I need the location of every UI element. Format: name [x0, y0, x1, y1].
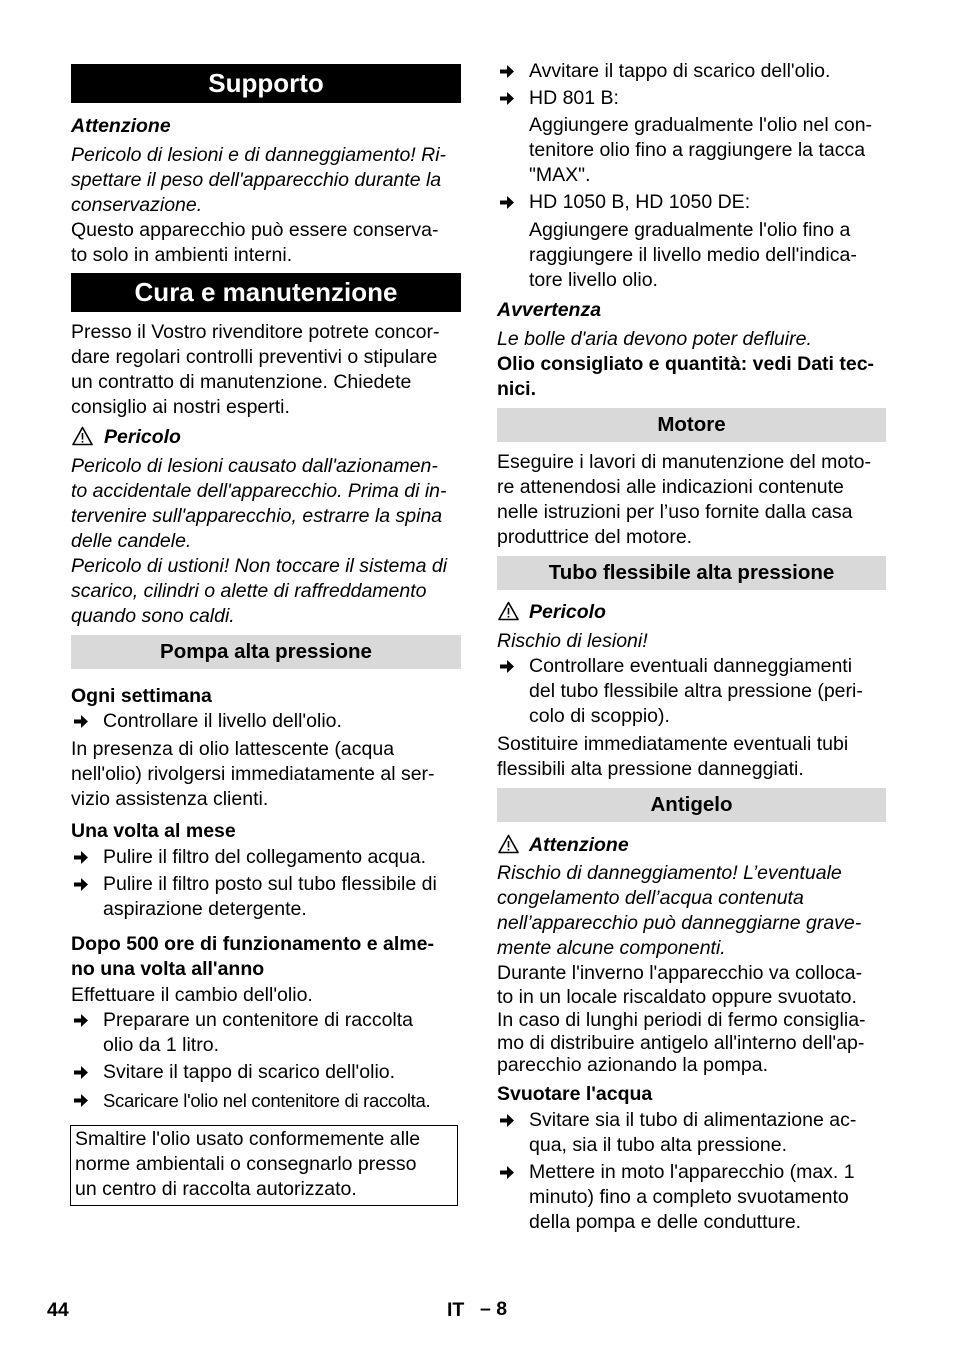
oil-note-line: Olio consigliato e quantità: vedi Dati tec- — [497, 353, 875, 375]
attention-text-line: spettare il peso dell'apparecchio durante la — [71, 169, 442, 191]
body-line: Sostituire immediatamente eventuali tubi — [497, 733, 849, 755]
danger-text-line: Pericolo di lesioni causato dall'azionamen- — [71, 455, 438, 477]
danger-label: Pericolo — [104, 426, 181, 448]
footer-language: IT — [447, 1299, 465, 1321]
arrow-right-icon — [497, 1108, 517, 1133]
body-line: un contratto di manutenzione. Chiedete — [71, 371, 412, 393]
body-line: to solo in ambienti interni. — [71, 244, 293, 266]
page-number: 44 — [47, 1299, 69, 1321]
body-line: to in un locale riscaldato oppure svuotato. — [497, 986, 857, 1008]
attention-text-line: conservazione. — [71, 194, 203, 216]
subheading-drain: Svuotare l'acqua — [497, 1083, 653, 1105]
subheading-yearly: no una volta all'anno — [71, 958, 265, 980]
arrow-right-icon — [497, 59, 517, 84]
body-line: consiglio ai nostri esperti. — [71, 396, 290, 418]
attention-label: Attenzione — [71, 115, 171, 137]
step-detail-line: Aggiungere gradualmente l'olio fino a — [529, 219, 851, 241]
warning-icon — [498, 601, 519, 621]
step-text: Avvitare il tappo di scarico dell'olio. — [529, 60, 831, 82]
step-text: Svitare sia il tubo di alimentazione ac- — [529, 1109, 857, 1131]
danger-text-line: delle candele. — [71, 530, 192, 552]
heading-pompa-alta-pressione: Pompa alta pressione — [71, 635, 461, 669]
step-text: Controllare il livello dell'olio. — [103, 710, 342, 732]
note-box-line: Smaltire l'olio usato conformemente alle — [75, 1128, 421, 1150]
body-line: In presenza di olio lattescente (acqua — [71, 738, 395, 760]
warning-icon — [498, 834, 519, 854]
step-text: aspirazione detergente. — [103, 898, 307, 920]
body-line: Durante l'inverno l'apparecchio va colloca- — [497, 962, 863, 984]
danger-text-line: tervenire sull'apparecchio, estrarre la spina — [71, 505, 443, 527]
body-line: In caso di lunghi periodi di fermo consiglia- — [497, 1009, 866, 1031]
arrow-right-icon — [71, 872, 91, 897]
note-label: Avvertenza — [497, 299, 602, 321]
attention-text-line: Rischio di danneggiamento! L’eventuale — [497, 862, 842, 884]
step-detail-line: tenitore olio fino a raggiungere la tacca — [529, 139, 866, 161]
heading-supporto: Supporto — [71, 64, 461, 103]
arrow-right-icon — [497, 190, 517, 215]
step-detail-line: tore livello olio. — [529, 269, 658, 291]
subheading-yearly: Dopo 500 ore di funzionamento e alme- — [71, 933, 434, 955]
step-text: Preparare un contenitore di raccolta — [103, 1009, 414, 1031]
step-text: Controllare eventuali danneggiamenti — [529, 655, 853, 677]
step-text: HD 1050 B, HD 1050 DE: — [529, 191, 751, 213]
step-detail-line: Aggiungere gradualmente l'olio nel con- — [529, 114, 873, 136]
heading-tubo-flessibile: Tubo flessibile alta pressione — [497, 556, 886, 590]
danger-text-line: Pericolo di ustioni! Non toccare il sistema di — [71, 555, 448, 577]
subheading-monthly: Una volta al mese — [71, 820, 236, 842]
body-line: Effettuare il cambio dell'olio. — [71, 984, 313, 1006]
arrow-right-icon — [497, 86, 517, 111]
note-text: Le bolle d'aria devono poter defluire. — [497, 328, 812, 350]
body-line: produttrice del motore. — [497, 526, 693, 548]
arrow-right-icon — [71, 709, 91, 734]
heading-motore: Motore — [497, 408, 886, 442]
step-text: Svitare il tappo di scarico dell'olio. — [103, 1061, 396, 1083]
step-text: del tubo flessibile altra pressione (peri- — [529, 680, 863, 702]
step-text: Scaricare l'olio nel contenitore di raccolta. — [103, 1090, 431, 1111]
arrow-right-icon — [497, 654, 517, 679]
danger-text: Rischio di lesioni! — [497, 630, 648, 652]
arrow-right-icon — [71, 1060, 91, 1085]
arrow-right-icon — [497, 1160, 517, 1185]
danger-text-line: quando sono caldi. — [71, 605, 235, 627]
body-line: Questo apparecchio può essere conserva- — [71, 219, 439, 241]
body-line: vizio assistenza clienti. — [71, 788, 269, 810]
warning-icon — [72, 426, 93, 446]
heading-antigelo: Antigelo — [497, 788, 886, 822]
danger-text-line: to accidentale dell'apparecchio. Prima di in- — [71, 480, 447, 502]
subheading-weekly: Ogni settimana — [71, 685, 212, 707]
body-line: nell'olio) rivolgersi immediatamente al ser- — [71, 763, 435, 785]
arrow-right-icon — [71, 1088, 91, 1113]
arrow-right-icon — [71, 845, 91, 870]
step-text: Mettere in moto l'apparecchio (max. 1 — [529, 1161, 855, 1183]
note-box-line: un centro di raccolta autorizzato. — [75, 1178, 357, 1200]
footer-section: – 8 — [480, 1298, 508, 1320]
body-line: nelle istruzioni per l’uso fornite dalla casa — [497, 501, 853, 523]
body-line: dare regolari controlli preventivi o stipulare — [71, 346, 438, 368]
attention-text-line: Pericolo di lesioni e di danneggiamento! Ri- — [71, 144, 447, 166]
oil-note-line: nici. — [497, 378, 537, 400]
step-text: olio da 1 litro. — [103, 1034, 219, 1056]
body-line: Eseguire i lavori di manutenzione del moto- — [497, 451, 871, 473]
attention-text-line: nell’apparecchio può danneggiarne grave- — [497, 912, 862, 934]
step-text: colo di scoppio). — [529, 705, 670, 727]
heading-cura-manutenzione: Cura e manutenzione — [71, 273, 461, 312]
danger-label: Pericolo — [529, 601, 606, 623]
step-text: HD 801 B: — [529, 87, 619, 109]
step-text: Pulire il filtro posto sul tubo flessibile di — [103, 873, 437, 895]
arrow-right-icon — [71, 1008, 91, 1033]
step-detail-line: raggiungere il livello medio dell'indica- — [529, 244, 857, 266]
step-text: Pulire il filtro del collegamento acqua. — [103, 846, 427, 868]
danger-text-line: scarico, cilindri o alette di raffreddamento — [71, 580, 427, 602]
body-line: flessibili alta pressione danneggiati. — [497, 758, 804, 780]
body-line: parecchio azionando la pompa. — [497, 1054, 769, 1076]
step-text: della pompa e delle condutture. — [529, 1211, 802, 1233]
attention-label: Attenzione — [529, 834, 629, 856]
step-text: minuto) fino a completo svuotamento — [529, 1186, 849, 1208]
step-text: qua, sia il tubo alta pressione. — [529, 1134, 787, 1156]
body-line: Presso il Vostro rivenditore potrete concor- — [71, 321, 440, 343]
attention-text-line: congelamento dell’acqua contenuta — [497, 887, 804, 909]
note-box — [70, 1125, 458, 1206]
attention-text-line: mente alcune componenti. — [497, 937, 726, 959]
note-box-line: norme ambientali o consegnarlo presso — [75, 1153, 417, 1175]
step-detail-line: "MAX". — [529, 164, 591, 186]
body-line: mo di distribuire antigelo all'interno dell'ap- — [497, 1032, 865, 1054]
body-line: re attenendosi alle indicazioni contenute — [497, 476, 844, 498]
